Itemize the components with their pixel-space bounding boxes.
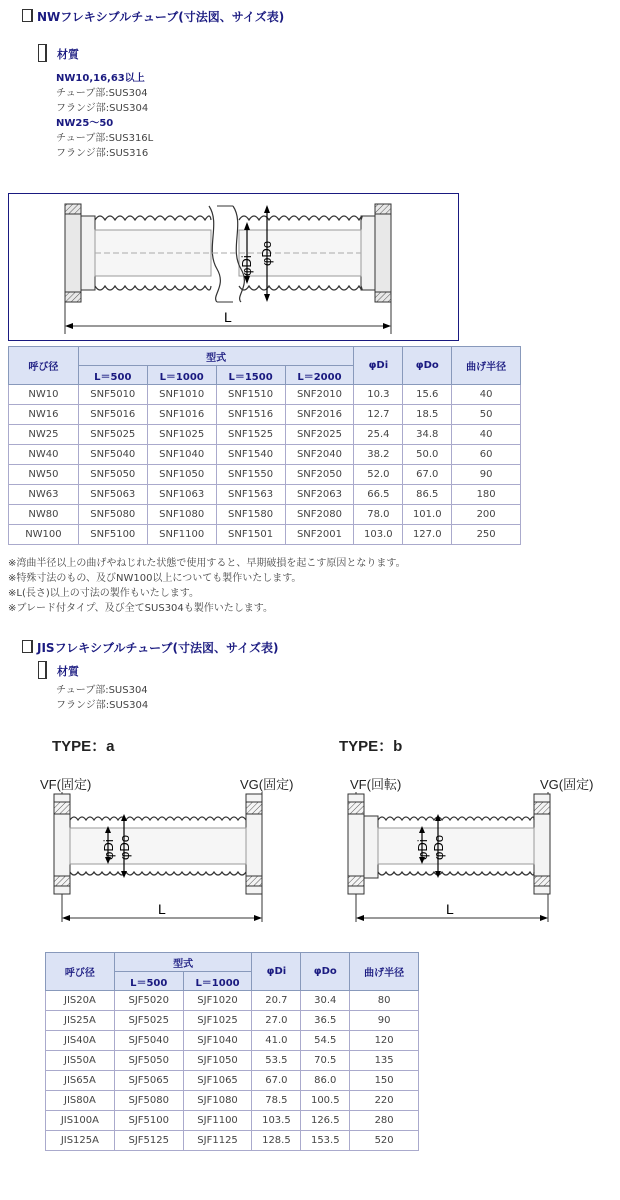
table-cell: SNF2040 — [285, 445, 354, 465]
type-a-label-do: φDo — [117, 834, 132, 860]
nw-size-table — [8, 346, 521, 545]
table-cell: 18.5 — [403, 405, 452, 425]
table-cell: NW40 — [9, 445, 79, 465]
table-cell: 20.7 — [252, 991, 301, 1011]
table-row — [46, 1091, 419, 1111]
type-b-label-di: φDi — [415, 839, 430, 860]
table-cell: 250 — [452, 525, 521, 545]
table-cell: 78.5 — [252, 1091, 301, 1111]
table-cell: SNF1525 — [216, 425, 285, 445]
table-cell: 86.5 — [403, 485, 452, 505]
nw-th-bend: 曲げ半径 — [452, 347, 521, 385]
table-cell: SNF5100 — [78, 525, 147, 545]
table-row — [9, 485, 521, 505]
nw-th-l500: L＝500 — [78, 366, 147, 385]
table-cell: SJF5025 — [114, 1011, 183, 1031]
jis-section-title: JISフレキシブルチューブ(寸法図、サイズ表) — [22, 639, 279, 656]
table-cell: NW80 — [9, 505, 79, 525]
type-a-left-label: VF(固定) — [40, 777, 92, 792]
table-cell: SNF1016 — [147, 405, 216, 425]
material-line: フランジ部:SUS304 — [56, 103, 149, 114]
table-cell: NW100 — [9, 525, 79, 545]
type-b-title: TYPE：b — [339, 738, 403, 755]
table-cell: SNF5016 — [78, 405, 147, 425]
table-row — [46, 1031, 419, 1051]
nw-tube-drawing — [9, 194, 458, 340]
table-cell: SNF1063 — [147, 485, 216, 505]
table-cell: SNF1516 — [216, 405, 285, 425]
nw-th-l1500: L＝1500 — [216, 366, 285, 385]
table-row — [46, 1011, 419, 1031]
table-cell: 27.0 — [252, 1011, 301, 1031]
table-cell: JIS50A — [46, 1051, 115, 1071]
jis-th-model: 型式 — [114, 953, 252, 972]
table-cell: SJF1100 — [183, 1111, 252, 1131]
table-row — [9, 465, 521, 485]
table-cell: SJF1040 — [183, 1031, 252, 1051]
type-a-right-label: VG(固定) — [240, 777, 294, 792]
table-cell: NW50 — [9, 465, 79, 485]
table-cell: SJF5125 — [114, 1131, 183, 1151]
table-cell: SNF1080 — [147, 505, 216, 525]
table-cell: 90 — [350, 1011, 419, 1031]
table-cell: 103.0 — [354, 525, 403, 545]
table-cell: JIS100A — [46, 1111, 115, 1131]
table-cell: 180 — [452, 485, 521, 505]
nw-section-title: NWフレキシブルチューブ(寸法図、サイズ表) — [22, 8, 284, 25]
table-cell: 280 — [350, 1111, 419, 1131]
table-cell: SJF5100 — [114, 1111, 183, 1131]
jis-th-di: φDi — [252, 953, 301, 991]
heading-marker-icon — [38, 661, 47, 679]
type-a-bellows — [70, 817, 246, 875]
table-cell: SNF5040 — [78, 445, 147, 465]
material-line: NW25～50 — [56, 118, 114, 129]
table-cell: 50 — [452, 405, 521, 425]
table-cell: SNF1563 — [216, 485, 285, 505]
table-cell: 54.5 — [301, 1031, 350, 1051]
table-row — [46, 1111, 419, 1131]
table-cell: 40 — [452, 385, 521, 405]
table-cell: 60 — [452, 445, 521, 465]
table-cell: SNF1550 — [216, 465, 285, 485]
table-row — [9, 505, 521, 525]
table-cell: 70.5 — [301, 1051, 350, 1071]
table-cell: SJF5050 — [114, 1051, 183, 1071]
type-a-label-di: φDi — [101, 839, 116, 860]
type-a-label-l: L — [158, 901, 166, 917]
table-cell: SNF1100 — [147, 525, 216, 545]
table-row — [46, 991, 419, 1011]
table-row — [46, 1051, 419, 1071]
table-cell: SNF2010 — [285, 385, 354, 405]
type-b-label-l: L — [446, 901, 454, 917]
table-cell: 78.0 — [354, 505, 403, 525]
nw-label-di: φDi — [239, 255, 254, 276]
table-cell: SNF1010 — [147, 385, 216, 405]
jis-th-l500: L＝500 — [114, 972, 183, 991]
nw-right-flange — [361, 204, 391, 302]
table-cell: 12.7 — [354, 405, 403, 425]
table-cell: 103.5 — [252, 1111, 301, 1131]
table-cell: 50.0 — [403, 445, 452, 465]
table-cell: 34.8 — [403, 425, 452, 445]
table-row — [9, 385, 521, 405]
table-cell: 86.0 — [301, 1071, 350, 1091]
table-cell: JIS65A — [46, 1071, 115, 1091]
table-cell: 53.5 — [252, 1051, 301, 1071]
type-b-left-label: VF(回転) — [350, 777, 402, 792]
material-line: チューブ部:SUS304 — [56, 88, 148, 99]
table-cell: 66.5 — [354, 485, 403, 505]
table-cell: NW25 — [9, 425, 79, 445]
table-cell: SJF5040 — [114, 1031, 183, 1051]
table-cell: SJF1025 — [183, 1011, 252, 1031]
table-cell: 90 — [452, 465, 521, 485]
note-line: ※湾曲半径以上の曲げやねじれた状態で使用すると、早期破損を起こす原因となります。 — [8, 558, 406, 569]
table-cell: 40 — [452, 425, 521, 445]
note-line: ※特殊寸法のもの、及びNW100以上についても製作いたします。 — [8, 573, 302, 584]
table-cell: 150 — [350, 1071, 419, 1091]
table-cell: SNF2016 — [285, 405, 354, 425]
table-cell: SJF1065 — [183, 1071, 252, 1091]
table-cell: SNF5010 — [78, 385, 147, 405]
table-cell: 153.5 — [301, 1131, 350, 1151]
nw-th-model: 型式 — [78, 347, 354, 366]
nw-label-do: φDo — [259, 240, 274, 266]
table-cell: SNF1540 — [216, 445, 285, 465]
table-cell: SNF1501 — [216, 525, 285, 545]
table-cell: 520 — [350, 1131, 419, 1151]
table-cell: SNF1510 — [216, 385, 285, 405]
table-cell: 101.0 — [403, 505, 452, 525]
table-cell: SNF1025 — [147, 425, 216, 445]
jis-th-do: φDo — [301, 953, 350, 991]
table-cell: SNF5025 — [78, 425, 147, 445]
table-cell: 135 — [350, 1051, 419, 1071]
table-cell: SJF1050 — [183, 1051, 252, 1071]
table-cell: SJF1080 — [183, 1091, 252, 1111]
table-cell: 10.3 — [354, 385, 403, 405]
table-cell: SNF5080 — [78, 505, 147, 525]
table-cell: 38.2 — [354, 445, 403, 465]
jis-material-list — [56, 683, 148, 713]
note-line: ※ブレード付タイプ、及び全てSUS304も製作いたします。 — [8, 603, 273, 614]
table-cell: JIS25A — [46, 1011, 115, 1031]
nw-left-flange — [65, 204, 95, 302]
type-b-label-do: φDo — [431, 834, 446, 860]
table-cell: 41.0 — [252, 1031, 301, 1051]
nw-th-do: φDo — [403, 347, 452, 385]
note-line: ※L(長さ)以上の寸法の製作もいたします。 — [8, 588, 199, 599]
table-row — [46, 1071, 419, 1091]
table-cell: 127.0 — [403, 525, 452, 545]
table-cell: SJF5020 — [114, 991, 183, 1011]
table-cell: SJF5080 — [114, 1091, 183, 1111]
table-cell: SNF5050 — [78, 465, 147, 485]
table-cell: SJF1125 — [183, 1131, 252, 1151]
nw-th-name: 呼び径 — [9, 347, 79, 385]
table-cell: 52.0 — [354, 465, 403, 485]
table-row — [9, 425, 521, 445]
table-cell: SNF1580 — [216, 505, 285, 525]
table-cell: 67.0 — [403, 465, 452, 485]
jis-material-heading: 材質 — [38, 661, 79, 679]
type-b-right-label: VG(固定) — [540, 777, 594, 792]
type-a-title: TYPE：a — [52, 738, 115, 755]
table-cell: NW10 — [9, 385, 79, 405]
table-cell: 126.5 — [301, 1111, 350, 1131]
table-cell: 200 — [452, 505, 521, 525]
title-marker-icon — [22, 9, 33, 22]
jis-th-bend: 曲げ半径 — [350, 953, 419, 991]
jis-th-l1000: L＝1000 — [183, 972, 252, 991]
type-b-bellows — [378, 817, 534, 875]
table-row — [46, 1131, 419, 1151]
type-a-drawing — [38, 790, 288, 930]
table-cell: SJF5065 — [114, 1071, 183, 1091]
material-line: チューブ部:SUS316L — [56, 133, 154, 144]
table-cell: SNF2050 — [285, 465, 354, 485]
material-line: フランジ部:SUS304 — [56, 700, 149, 711]
jis-size-table — [45, 952, 419, 1151]
table-row — [9, 405, 521, 425]
table-cell: 30.4 — [301, 991, 350, 1011]
nw-th-l1000: L＝1000 — [147, 366, 216, 385]
type-b-drawing — [334, 790, 588, 930]
table-cell: SJF1020 — [183, 991, 252, 1011]
table-cell: 220 — [350, 1091, 419, 1111]
table-cell: 128.5 — [252, 1131, 301, 1151]
table-cell: 120 — [350, 1031, 419, 1051]
table-cell: SNF2080 — [285, 505, 354, 525]
table-cell: SNF2025 — [285, 425, 354, 445]
nw-dimension-diagram — [8, 193, 459, 341]
table-cell: SNF5063 — [78, 485, 147, 505]
table-cell: NW16 — [9, 405, 79, 425]
jis-th-name: 呼び径 — [46, 953, 115, 991]
heading-marker-icon — [38, 44, 47, 62]
table-cell: 67.0 — [252, 1071, 301, 1091]
table-cell: 25.4 — [354, 425, 403, 445]
table-cell: 80 — [350, 991, 419, 1011]
material-line: フランジ部:SUS316 — [56, 148, 149, 159]
table-cell: JIS125A — [46, 1131, 115, 1151]
title-marker-icon — [22, 640, 33, 653]
table-row — [9, 445, 521, 465]
table-cell: 15.6 — [403, 385, 452, 405]
nw-label-l: L — [224, 309, 232, 325]
nw-material-heading: 材質 — [38, 44, 79, 62]
material-line: NW10,16,63以上 — [56, 73, 145, 84]
material-line: チューブ部:SUS304 — [56, 685, 148, 696]
table-cell: SNF1050 — [147, 465, 216, 485]
nw-th-l2000: L＝2000 — [285, 366, 354, 385]
table-cell: JIS80A — [46, 1091, 115, 1111]
table-cell: 100.5 — [301, 1091, 350, 1111]
table-cell: 36.5 — [301, 1011, 350, 1031]
table-row — [9, 525, 521, 545]
nw-notes — [8, 556, 406, 616]
table-cell: NW63 — [9, 485, 79, 505]
nw-material-list — [56, 71, 153, 161]
table-cell: SNF2001 — [285, 525, 354, 545]
nw-th-di: φDi — [354, 347, 403, 385]
table-cell: SNF1040 — [147, 445, 216, 465]
table-cell: SNF2063 — [285, 485, 354, 505]
table-cell: JIS40A — [46, 1031, 115, 1051]
table-cell: JIS20A — [46, 991, 115, 1011]
